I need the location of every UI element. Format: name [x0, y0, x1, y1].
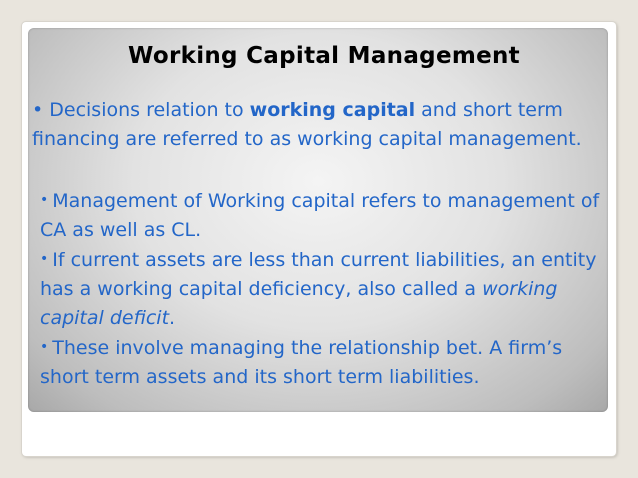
- bullet-icon: •: [40, 339, 49, 355]
- slide-title: Working Capital Management: [128, 43, 520, 69]
- list-item: [40, 245, 600, 333]
- bullet-icon: •: [40, 192, 49, 208]
- list-item-end-text: .: [169, 307, 176, 329]
- list-item-italic-text: working capital deficit: [40, 278, 558, 329]
- list-item-text: Management of Working capital refers to management of CA as well as CL.: [40, 190, 600, 241]
- bullet-icon: •: [40, 251, 49, 267]
- list-item-text: These involve managing the relationship bet. A firm’s short term assets and its short term liabilities.: [40, 337, 563, 388]
- list-item: [40, 186, 600, 245]
- list-item: [40, 333, 600, 392]
- intro-tail-text: and short term financing are referred to as working capital management.: [32, 99, 582, 150]
- intro-emphasis-text: working capital: [249, 99, 416, 121]
- list-item-text: If current assets are less than current liabilities, an entity has a working capital deficiency, also called a: [40, 249, 597, 300]
- intro-paragraph: [32, 96, 592, 154]
- intro-lead-text: Decisions relation to: [43, 99, 250, 121]
- bullet-icon: •: [32, 99, 44, 121]
- bullet-list: [40, 186, 600, 392]
